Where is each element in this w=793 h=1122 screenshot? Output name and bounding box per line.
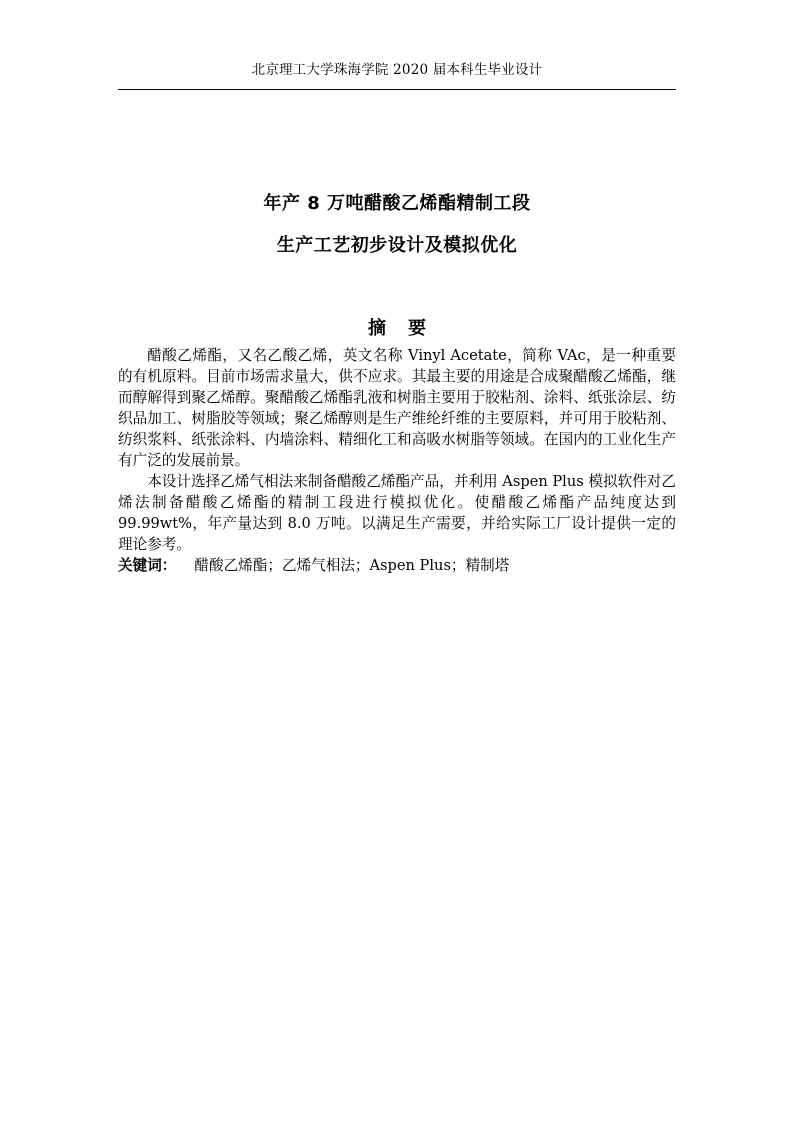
abstract-heading-char-1: 摘 <box>368 318 386 339</box>
abstract-heading <box>118 314 676 340</box>
page-header: 北京理工大学珠海学院 2020 届本科生毕业设计 <box>251 62 543 78</box>
thesis-title-line-1: 年产 8 万吨醋酸乙烯酯精制工段 <box>263 193 531 214</box>
keywords-label: 关键词： <box>118 557 177 574</box>
header-divider <box>118 89 676 90</box>
abstract-heading-char-2: 要 <box>408 318 426 339</box>
keywords-value: 醋酸乙烯酯；乙烯气相法；Aspen Plus；精制塔 <box>194 557 510 574</box>
thesis-title-line-2: 生产工艺初步设计及模拟优化 <box>276 235 518 256</box>
abstract-paragraph-1: 醋酸乙烯酯，又名乙酸乙烯，英文名称 Vinyl Acetate，简称 VAc，是一种重要的有机原料。目前市场需求量大，供不应求。其最主要的用途是合成聚醋酸乙烯酯，继而醇解得到聚乙烯醇。聚醋酸乙烯酯乳液和树脂主要用于胶粘剂、涂料、纸张涂层、纺织品加工、树脂胶等领域；聚乙烯醇则是生产维纶纤维的主要原料，并可用于胶粘剂、纺织浆料、纸张涂料、内墙涂料、精细化工和高吸水树脂等领域。在国内的工业化生产有广泛的发展前景。 <box>118 347 676 469</box>
keywords-line <box>118 555 676 576</box>
abstract-paragraph-2: 本设计选择乙烯气相法来制备醋酸乙烯酯产品，并利用 Aspen Plus 模拟软件对乙烯法制备醋酸乙烯酯的精制工段进行模拟优化。使醋酸乙烯酯产品纯度达到 99.99wt%，年产量达到 8.0 万吨。以满足生产需要，并给实际工厂设计提供一定的理论参考。 <box>118 473 676 553</box>
